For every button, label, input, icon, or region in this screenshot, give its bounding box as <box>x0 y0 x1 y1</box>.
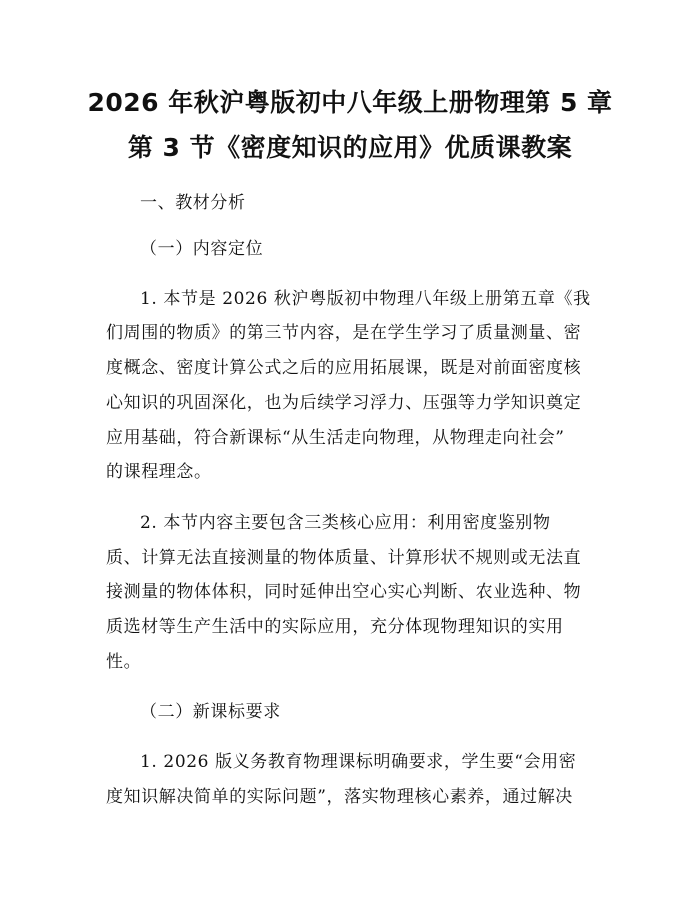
subsection-heading-1: （一）内容定位 <box>140 239 264 259</box>
paragraph-2-line-3: 接测量的物体体积，同时延伸出空心实心判断、农业选种、物 <box>106 582 582 602</box>
section-heading-1: 一、教材分析 <box>140 193 246 213</box>
document-title-line-1: 2026 年秋沪粤版初中八年级上册物理第 5 章 <box>87 88 613 117</box>
paragraph-1-line-3: 度概念、密度计算公式之后的应用拓展课，既是对前面密度核 <box>106 358 582 378</box>
paragraph-1-line-1: 1. 本节是 2026 秋沪粤版初中物理八年级上册第五章《我 <box>140 289 591 309</box>
paragraph-1-line-4: 心知识的巩固深化，也为后续学习浮力、压强等力学知识奠定 <box>106 393 582 413</box>
subsection-heading-2: （二）新课标要求 <box>140 702 281 722</box>
document-title-line-2: 第 3 节《密度知识的应用》优质课教案 <box>127 133 573 162</box>
paragraph-2-line-5: 性。 <box>106 652 142 672</box>
paragraph-2-line-4: 质选材等生产生活中的实际应用，充分体现物理知识的实用 <box>106 617 564 637</box>
paragraph-1-line-2: 们周围的物质》的第三节内容，是在学生学习了质量测量、密 <box>106 323 582 343</box>
paragraph-2-line-2: 质、计算无法直接测量的物体质量、计算形状不规则或无法直 <box>106 548 582 568</box>
paragraph-3-line-1: 1. 2026 版义务教育物理课标明确要求，学生要“会用密 <box>140 752 577 772</box>
paragraph-1-line-5: 应用基础，符合新课标“从生活走向物理，从物理走向社会” <box>106 428 565 448</box>
paragraph-1-line-6: 的课程理念。 <box>106 462 212 482</box>
paragraph-2-line-1: 2. 本节内容主要包含三类核心应用：利用密度鉴别物 <box>140 513 551 533</box>
paragraph-3-line-2: 度知识解决简单的实际问题”，落实物理核心素养，通过解决 <box>106 787 573 807</box>
